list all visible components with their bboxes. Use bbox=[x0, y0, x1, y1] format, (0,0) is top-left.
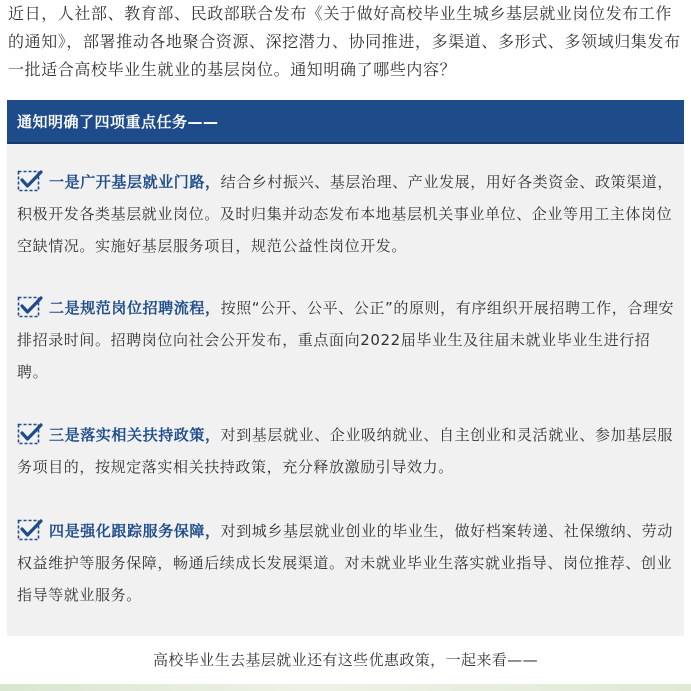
banner-title: 通知明确了四项重点任务—— bbox=[17, 113, 219, 131]
task-item-4 bbox=[17, 515, 677, 611]
task-item-2 bbox=[17, 292, 677, 388]
closing-text: 高校毕业生去基层就业还有这些优惠政策，一起来看—— bbox=[152, 651, 538, 669]
task-lead: 三是落实相关扶持政策， bbox=[49, 426, 221, 444]
task-body: 结合乡村振兴、基层治理、产业发展，用好各类资金、政策渠道，积极开发各类基层就业岗位。及时归集并动态发布本地基层机关事业单位、企业等用工主体岗位空缺情况。实施好基层服务项目，规范公益性岗位开发。 bbox=[17, 173, 674, 255]
task-body: 对到城乡基层就业创业的毕业生，做好档案转递、社保缴纳、劳动权益维护等服务保障，畅通后续成长发展渠道。对未就业毕业生落实就业指导、岗位推荐、创业指导等就业服务。 bbox=[17, 522, 674, 604]
task-item-1 bbox=[17, 166, 677, 262]
footer-image-strip bbox=[0, 684, 691, 691]
task-lead: 二是规范岗位招聘流程， bbox=[49, 299, 221, 317]
checkbox-checked-icon bbox=[17, 294, 43, 318]
task-body: 按照“公开、公平、公正”的原则，有序组织开展招聘工作，合理安排招录时间。招聘岗位向社会公开发布，重点面向2022届毕业生及往届未就业毕业生进行招聘。 bbox=[17, 299, 675, 381]
tasks-panel bbox=[7, 144, 684, 636]
section-banner bbox=[7, 100, 684, 144]
task-lead: 四是强化跟踪服务保障， bbox=[49, 522, 221, 540]
checkbox-checked-icon bbox=[17, 421, 43, 445]
checkbox-checked-icon bbox=[17, 168, 43, 192]
checkbox-checked-icon bbox=[17, 517, 43, 541]
task-body: 对到基层就业、企业吸纳就业、自主创业和灵活就业、参加基层服务项目的，按规定落实相关扶持政策，充分释放激励引导效力。 bbox=[17, 426, 674, 476]
task-lead: 一是广开基层就业门路， bbox=[49, 173, 221, 191]
intro-paragraph: 近日，人社部、教育部、民政部联合发布《关于做好高校毕业生城乡基层就业岗位发布工作的通知》，部署推动各地聚合资源、深挖潜力、协同推进，多渠道、多形式、多领域归集发布一批适合高校毕业生就业的基层岗位。通知明确了哪些内容？ bbox=[8, 4, 681, 79]
task-item-3 bbox=[17, 419, 677, 483]
